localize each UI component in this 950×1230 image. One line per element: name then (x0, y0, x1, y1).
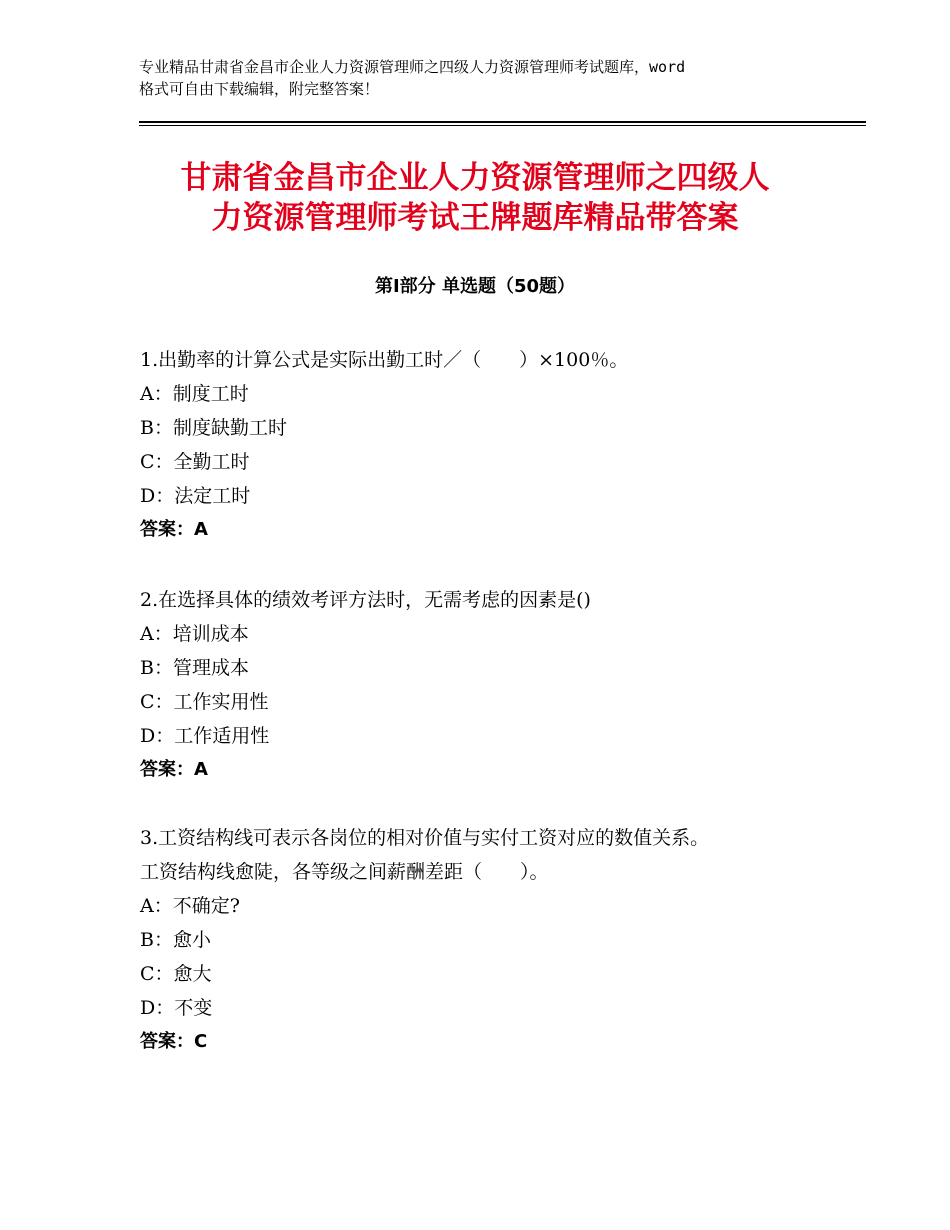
option-c: C：全勤工时 (140, 451, 250, 473)
option-b: B：制度缺勤工时 (140, 417, 287, 439)
option-b: B：愈小 (140, 929, 211, 951)
answer-label: 答案：C (140, 1031, 208, 1052)
option-a: A：培训成本 (140, 623, 249, 645)
option-d: D：法定工时 (140, 485, 251, 507)
option-a: A：制度工时 (140, 383, 249, 405)
header-rule-thin (139, 125, 866, 126)
answer-label: 答案：A (140, 759, 208, 780)
header-note (139, 56, 839, 100)
question-1 (140, 343, 840, 547)
option-d: D：工作适用性 (140, 725, 270, 747)
header-note-line-2: 格式可自由下载编辑，附完整答案！ (139, 80, 380, 98)
option-a: A：不确定? (140, 895, 240, 917)
answer-label: 答案：A (140, 519, 208, 540)
document-title-line-2: 力资源管理师考试王牌题库精品带答案 (211, 200, 739, 236)
question-3 (140, 821, 840, 1059)
question-stem: 2.在选择具体的绩效考评方法时，无需考虑的因素是() (140, 589, 591, 611)
option-c: C：愈大 (140, 963, 212, 985)
question-2 (140, 583, 840, 787)
option-b: B：管理成本 (140, 657, 249, 679)
section-title: 第Ⅰ部分 单选题（50题） (374, 276, 575, 297)
option-c: C：工作实用性 (140, 691, 269, 713)
option-d: D：不变 (140, 997, 213, 1019)
header-note-line-1: 专业精品甘肃省金昌市企业人力资源管理师之四级人力资源管理师考试题库，word (139, 58, 686, 76)
question-stem-line-2: 工资结构线愈陡，各等级之间薪酬差距（ ）。 (140, 861, 549, 883)
question-stem-line-1: 3.工资结构线可表示各岗位的相对价值与实付工资对应的数值关系。 (140, 827, 710, 849)
question-stem: 1.出勤率的计算公式是实际出勤工时／（ ）×100％。 (140, 349, 629, 371)
document-title (100, 158, 850, 238)
document-title-line-1: 甘肃省金昌市企业人力资源管理师之四级人 (180, 160, 770, 196)
header-rule-thick (139, 121, 866, 123)
